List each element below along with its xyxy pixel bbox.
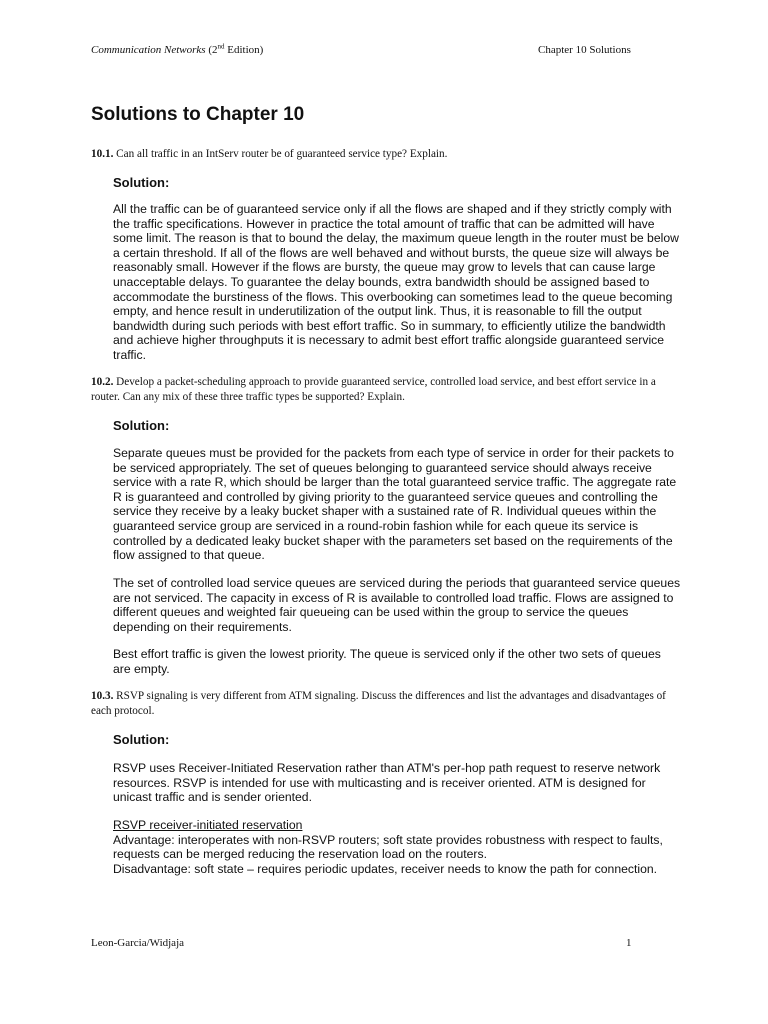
- question-text: Develop a packet-scheduling approach to provide guaranteed service, controlled load service, and best effort service in a router. Can any mix of these three traffic types be supported? Explain.: [91, 376, 656, 403]
- solution-paragraph: Best effort traffic is given the lowest priority. The queue is serviced only if the other two sets of queues are empty.: [113, 647, 661, 676]
- question-10-1: [91, 147, 681, 162]
- question-text: RSVP signaling is very different from ATM signaling. Discuss the differences and list the advantages and disadvantages of each protocol.: [91, 690, 666, 717]
- solution-paragraph: All the traffic can be of guaranteed service only if all the flows are shaped and if they strictly comply with the traffic specifications. However in practice the total amount of traffic that can be admitted will have some limit. The reason is that to bound the delay, the maximum queue length in the router must be below a certain threshold. If all of the flows are well behaved and without bursts, the queue size will always be reasonably small. However if the flows are bursty, the queue may grow to levels that can cause large unacceptable delays. To guarantee the delay bounds, extra bandwidth should be assigned based to accommodate the burstiness of the flows. This overbooking can sometimes lead to the queue becoming empty, and hence result in underutilization of the output link. Thus, it is reasonable to fill the output bandwidth during such periods with best effort traffic. So in summary, to efficiently utilize the bandwidth and achieve higher throughputs it is necessary to admit best effort traffic alongside guaranteed service traffic.: [113, 202, 679, 362]
- question-text: Can all traffic in an IntServ router be of guaranteed service type? Explain.: [113, 148, 448, 160]
- subsection-block: [113, 818, 681, 862]
- edition-close: Edition): [224, 44, 264, 56]
- question-10-3: [91, 689, 681, 719]
- running-header-chapter: Chapter 10 Solutions: [538, 44, 631, 56]
- solution-paragraph: The set of controlled load service queues are serviced during the periods that guaranteed service queues are not serviced. The capacity in excess of R is available to controlled load traffic. Flows are assigned to different queues and weighted fair queueing can be used within the group to service the queues depending on their requirements.: [113, 576, 681, 634]
- question-number: 10.1.: [91, 148, 114, 160]
- page-title: Solutions to Chapter 10: [91, 104, 305, 125]
- subsection-heading: RSVP receiver-initiated reservation: [113, 818, 303, 832]
- solution-paragraph: Separate queues must be provided for the packets from each type of service in order for their packets to be serviced appropriately. The set of queues belonging to guaranteed service should always receive service with a rate R, which should be larger than the total guaranteed service traffic. The aggregate rate R is guaranteed and controlled by giving priority to the guaranteed service queues and controlling the service they receive by a leaky bucket shaper with a sustained rate of R. Individual queues within the guaranteed service group are serviced in a round-robin fashion while for each queue its service is controlled by a dedicated leaky bucket shaper with the parameters set based on the requirements of the flow assigned to that queue.: [113, 446, 677, 563]
- question-number: 10.2.: [91, 376, 114, 388]
- solution-label: Solution:: [113, 175, 170, 190]
- footer-authors: Leon-Garcia/Widjaja: [91, 937, 185, 949]
- advantage-text: Advantage: interoperates with non-RSVP routers; soft state provides robustness with respect to faults, requests can be merged reducing the reservation load on the routers.: [113, 832, 663, 862]
- running-header-book: [91, 44, 263, 56]
- disadvantage-text: Disadvantage: soft state – requires periodic updates, receiver needs to know the path for connection.: [113, 862, 658, 876]
- page-number: 1: [626, 937, 632, 949]
- solution-label: Solution:: [113, 418, 170, 433]
- solution-label: Solution:: [113, 732, 170, 747]
- solution-paragraph: RSVP uses Receiver-Initiated Reservation rather than ATM's per-hop path request to reserve network resources. RSVP is intended for use with multicasting and is receiver oriented. ATM is designed for unicast traffic and is sender oriented.: [113, 761, 661, 805]
- book-title: Communication Networks: [91, 44, 206, 56]
- question-number: 10.3.: [91, 690, 114, 702]
- edition-open: (2: [205, 44, 218, 56]
- question-10-2: [91, 375, 681, 405]
- edition-superscript: nd: [217, 42, 225, 51]
